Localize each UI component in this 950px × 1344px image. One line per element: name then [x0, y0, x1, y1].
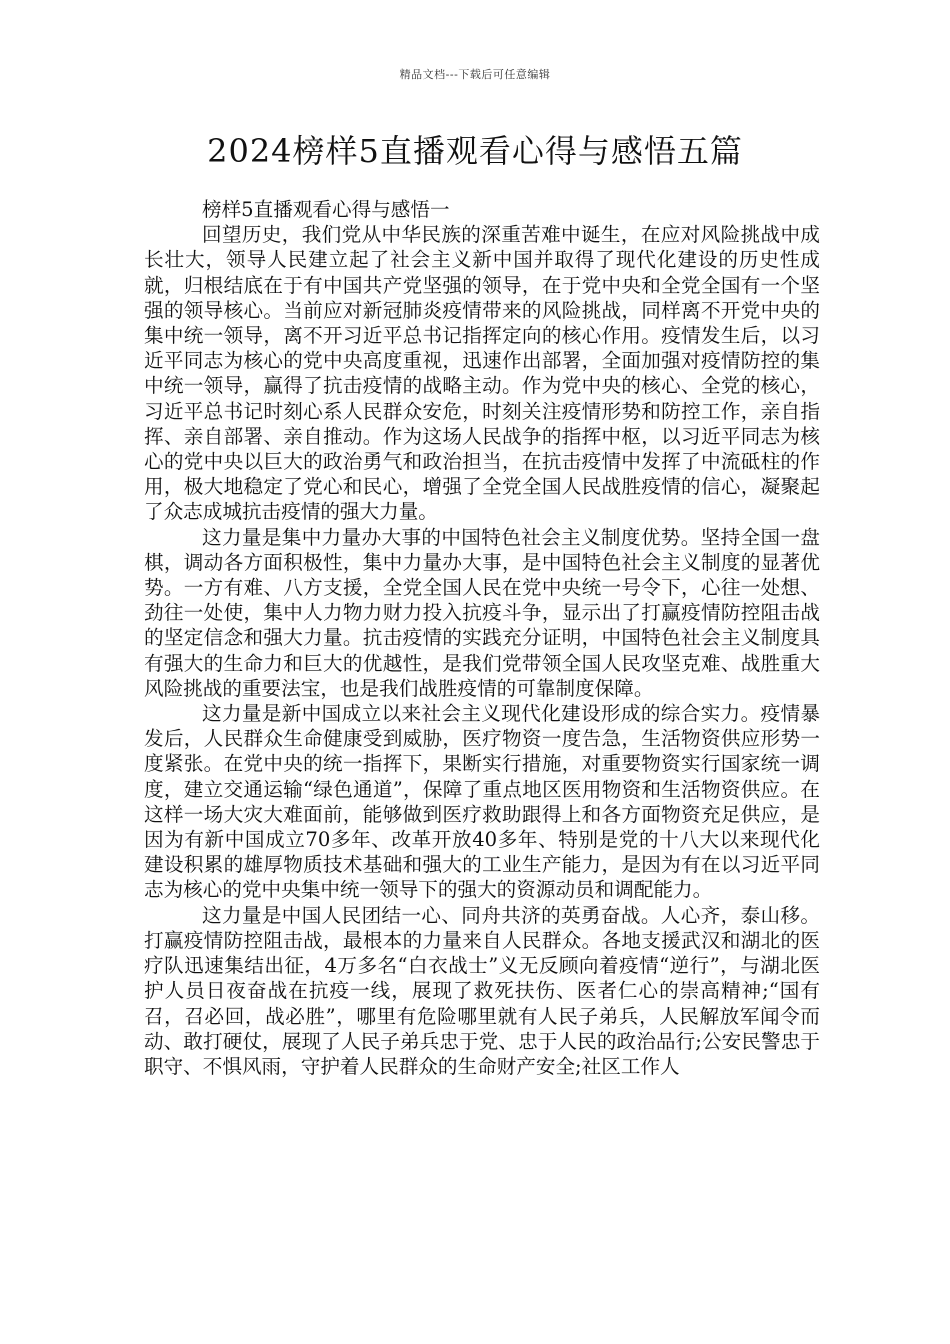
paragraph-2: 这力量是集中力量办大事的中国特色社会主义制度优势。坚持全国一盘棋，调动各方面积极性，集中力量办大事，是中国特色社会主义制度的显著优势。一方有难、八方支援，全党全国人民在党中央统一号令下，心往一处想、劲往一处使，集中人力物力财力投入抗疫斗争，显示出了打赢疫情防控阻击战的坚定信念和强大力量。抗击疫情的实践充分证明，中国特色社会主义制度具有强大的生命力和巨大的优越性，是我们党带领全国人民攻坚克难、战胜重大风险挑战的重要法宝，也是我们战胜疫情的可靠制度保障。	[144, 525, 820, 700]
header-note: 精品文档---下载后可任意编辑	[399, 68, 551, 81]
paragraph-4: 这力量是中国人民团结一心、同舟共济的英勇奋战。人心齐，泰山移。打赢疫情防控阻击战，最根本的力量来自人民群众。各地支援武汉和湖北的医疗队迅速集结出征，4万多名“白衣战士”义无反顾向着疫情“逆行”，与湖北医护人员日夜奋战在抗疫一线，展现了救死扶伤、医者仁心的崇高精神;“国有召，召必回，战必胜”，哪里有危险哪里就有人民子弟兵，人民解放军闻令而动、敢打硬仗，展现了人民子弟兵忠于党、忠于人民的政治品行;公安民警忠于职守、不惧风雨，守护着人民群众的生命财产安全;社区工作人	[144, 903, 820, 1078]
document-body	[144, 197, 820, 1079]
document-title: 2024榜样5直播观看心得与感悟五篇	[207, 132, 743, 170]
section-subheading: 榜样5直播观看心得与感悟一	[202, 198, 450, 221]
paragraph-3: 这力量是新中国成立以来社会主义现代化建设形成的综合实力。疫情暴发后，人民群众生命健康受到威胁，医疗物资一度告急，生活物资供应形势一度紧张。在党中央的统一指挥下，果断实行措施，对重要物资实行国家统一调度，建立交通运输“绿色通道”，保障了重点地区医用物资和生活物资供应。在这样一场大灾大难面前，能够做到医疗救助跟得上和各方面物资充足供应，是因为有新中国成立70多年、改革开放40多年、特别是党的十八大以来现代化建设积累的雄厚物质技术基础和强大的工业生产能力，是因为有在以习近平同志为核心的党中央集中统一领导下的强大的资源动员和调配能力。	[144, 702, 820, 902]
paragraph-1: 回望历史，我们党从中华民族的深重苦难中诞生，在应对风险挑战中成长壮大，领导人民建立起了社会主义新中国并取得了现代化建设的历史性成就，归根结底在于有中国共产党坚强的领导，在于党中央和全党全国有一个坚强的领导核心。当前应对新冠肺炎疫情带来的风险挑战，同样离不开党中央的集中统一领导，离不开习近平总书记指挥定向的核心作用。疫情发生后，以习近平同志为核心的党中央高度重视，迅速作出部署，全面加强对疫情防控的集中统一领导，赢得了抗击疫情的战略主动。作为党中央的核心、全党的核心，习近平总书记时刻心系人民群众安危，时刻关注疫情形势和防控工作，亲自指挥、亲自部署、亲自推动。作为这场人民战争的指挥中枢，以习近平同志为核心的党中央以巨大的政治勇气和政治担当，在抗击疫情中发挥了中流砥柱的作用，极大地稳定了党心和民心，增强了全党全国人民战胜疫情的信心，凝聚起了众志成城抗击疫情的强大力量。	[144, 223, 820, 524]
